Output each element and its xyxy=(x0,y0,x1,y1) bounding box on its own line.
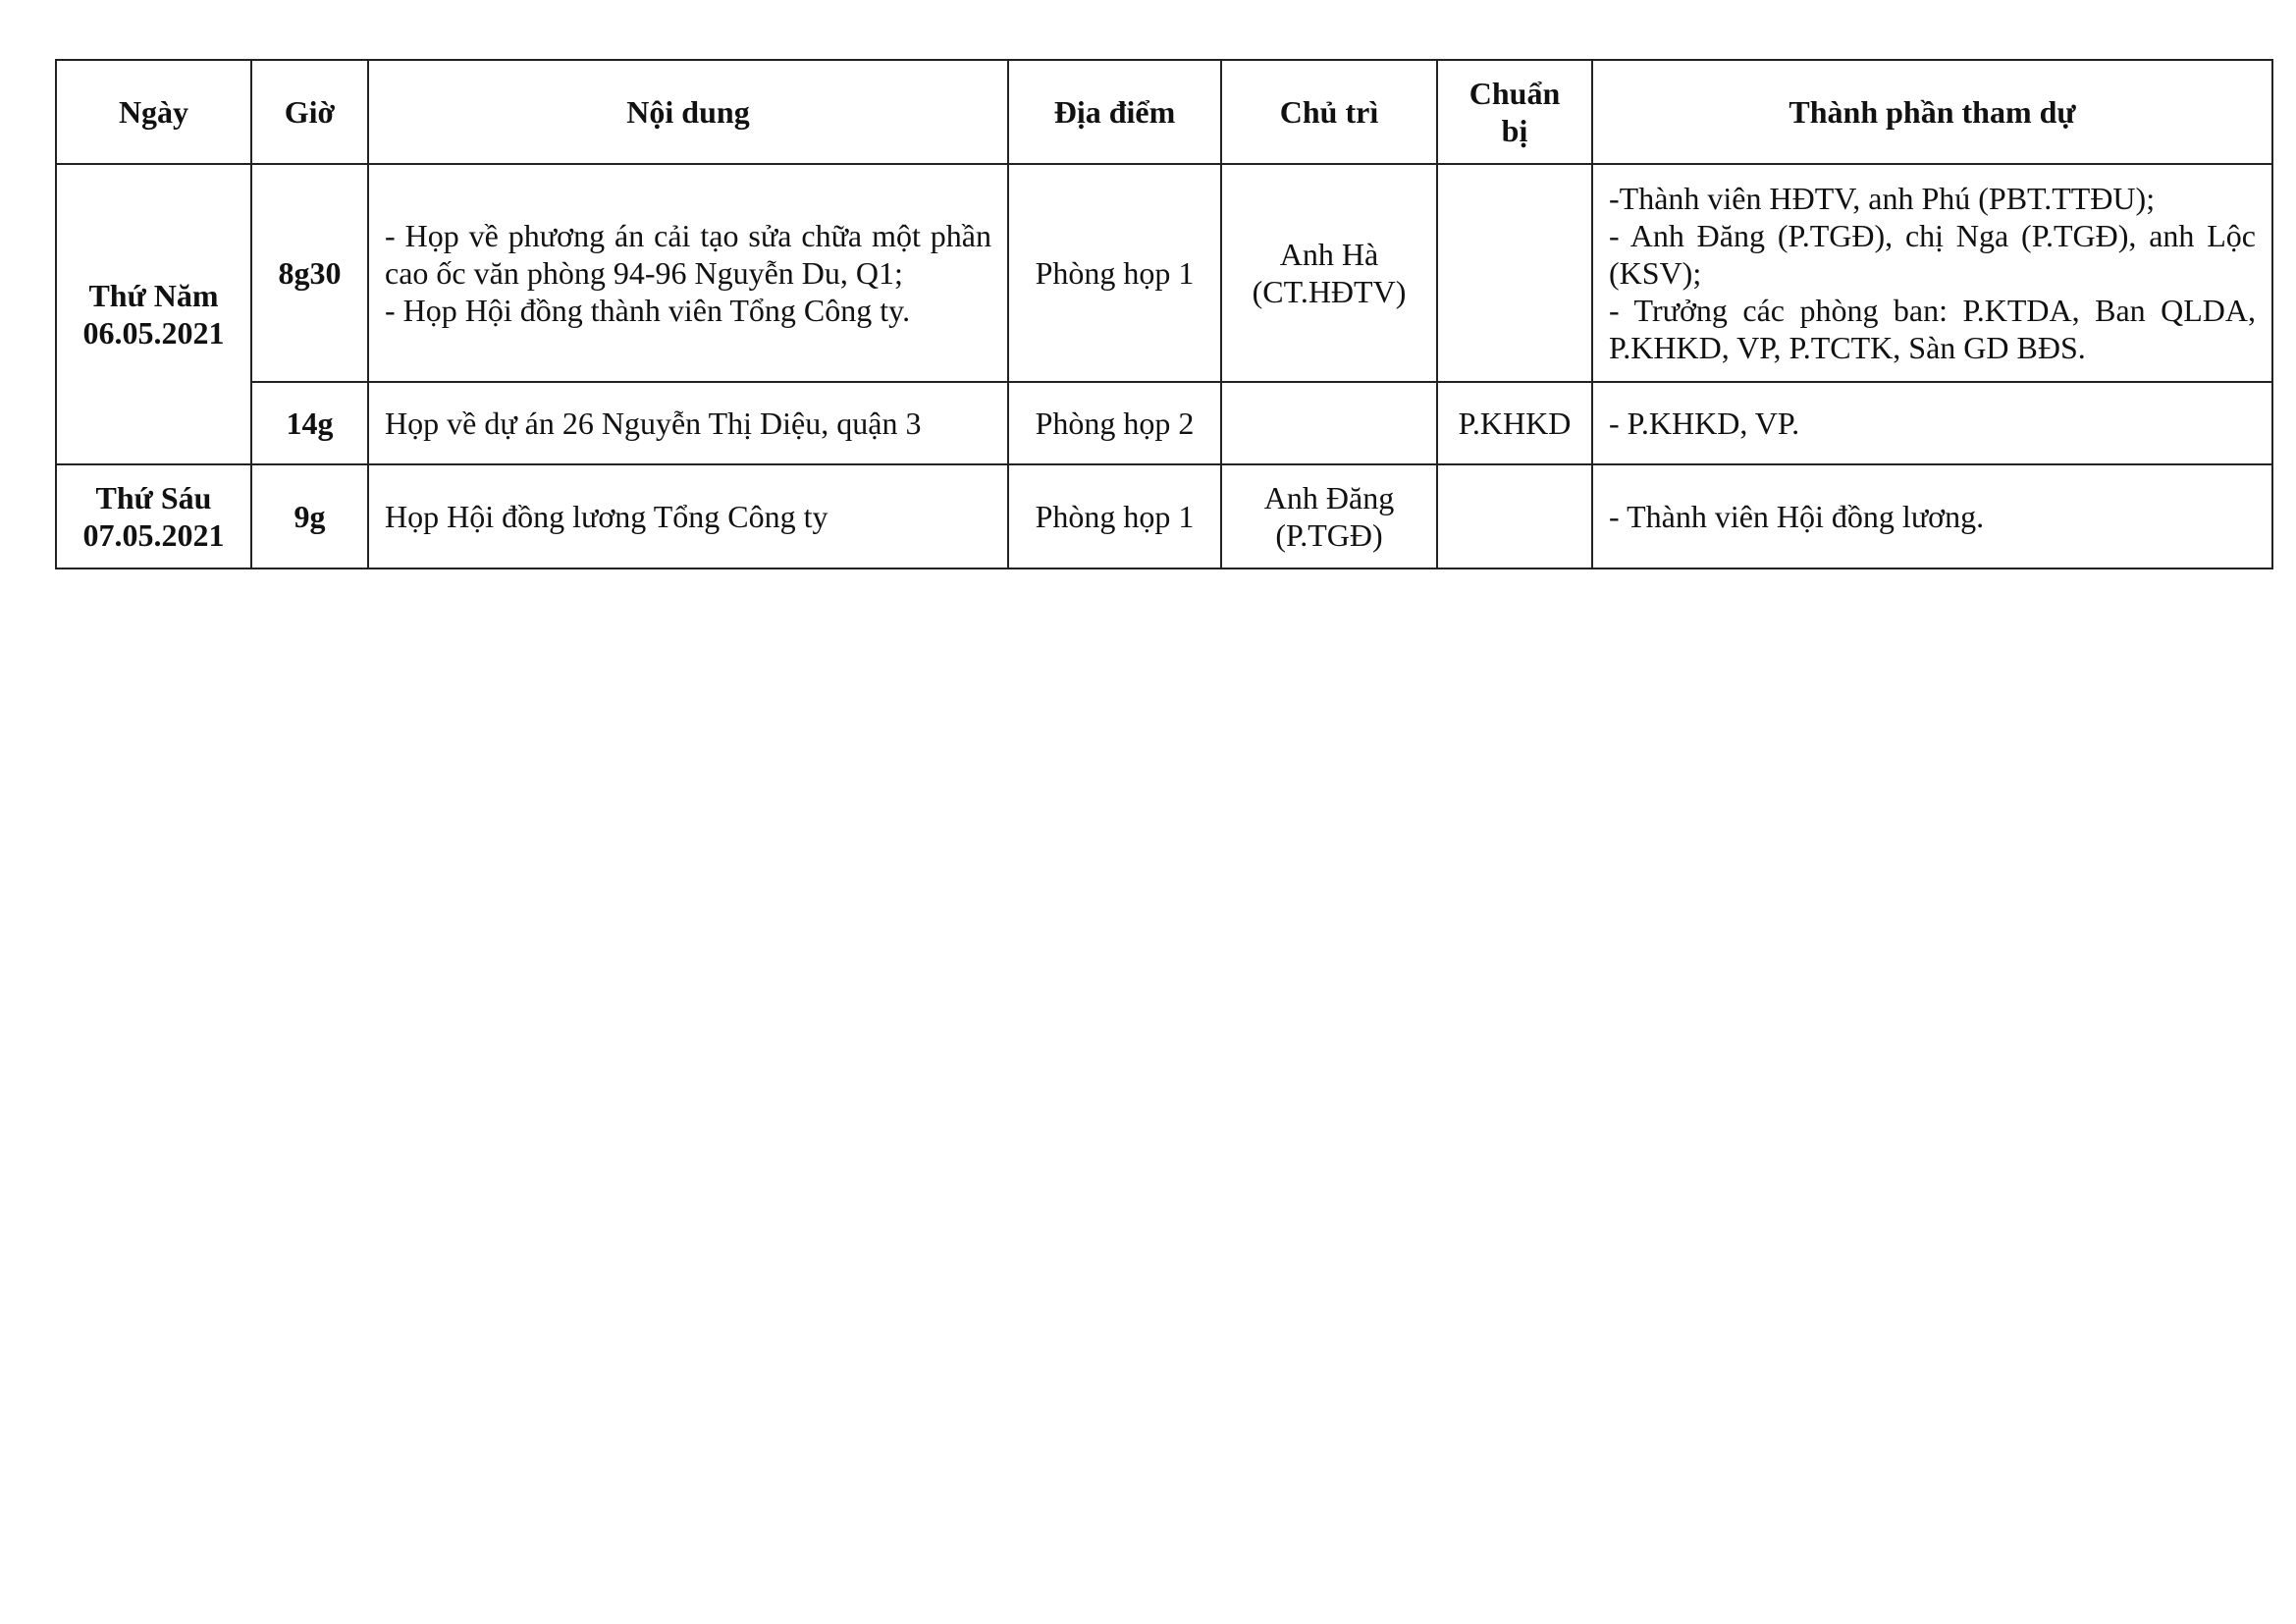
header-ngay: Ngày xyxy=(56,60,251,164)
content-line: Họp về dự án 26 Nguyễn Thị Diệu, quận 3 xyxy=(385,406,922,441)
header-chuan-bi-line1: Chuẩn xyxy=(1468,76,1561,111)
table-row xyxy=(56,464,2272,568)
location-cell: Phòng họp 1 xyxy=(1008,164,1221,382)
content-line: - Họp về phương án cải tạo sửa chữa một phần cao ốc văn phòng 94-96 Nguyễn Du, Q1; xyxy=(385,218,991,291)
content-cell xyxy=(368,464,1008,568)
day-weekday: Thứ Sáu xyxy=(95,480,212,515)
header-gio: Giờ xyxy=(251,60,368,164)
day-date: 07.05.2021 xyxy=(82,517,225,553)
location-cell: Phòng họp 2 xyxy=(1008,382,1221,464)
content-line: - Họp Hội đồng thành viên Tổng Công ty. xyxy=(385,293,911,328)
time-cell: 14g xyxy=(251,382,368,464)
attendee-line: - Thành viên Hội đồng lương. xyxy=(1609,499,1985,534)
time-cell: 9g xyxy=(251,464,368,568)
prepare-cell xyxy=(1437,464,1592,568)
day-cell xyxy=(56,464,251,568)
chair-name: Anh Hà xyxy=(1279,237,1379,272)
header-noi-dung: Nội dung xyxy=(368,60,1008,164)
table-row xyxy=(56,164,2272,382)
content-cell xyxy=(368,382,1008,464)
day-weekday: Thứ Năm xyxy=(88,278,219,313)
chair-cell xyxy=(1221,164,1437,382)
chair-cell xyxy=(1221,464,1437,568)
header-thanh-phan: Thành phần tham dự xyxy=(1592,60,2272,164)
chair-cell xyxy=(1221,382,1437,464)
chair-title: (CT.HĐTV) xyxy=(1252,274,1407,309)
prepare-cell: P.KHKD xyxy=(1437,382,1592,464)
header-chu-tri: Chủ trì xyxy=(1221,60,1437,164)
attendee-line: -Thành viên HĐTV, anh Phú (PBT.TTĐU); xyxy=(1609,181,2156,216)
content-cell xyxy=(368,164,1008,382)
attendees-cell xyxy=(1592,464,2272,568)
header-dia-diem: Địa điểm xyxy=(1008,60,1221,164)
attendees-cell xyxy=(1592,164,2272,382)
schedule-table xyxy=(55,59,2273,569)
chair-title: (P.TGĐ) xyxy=(1275,517,1383,553)
header-row xyxy=(56,60,2272,164)
day-date: 06.05.2021 xyxy=(82,315,225,351)
header-chuan-bi xyxy=(1437,60,1592,164)
time-cell: 8g30 xyxy=(251,164,368,382)
content-line: Họp Hội đồng lương Tổng Công ty xyxy=(385,499,828,534)
table-row xyxy=(56,382,2272,464)
prepare-cell xyxy=(1437,164,1592,382)
location-cell: Phòng họp 1 xyxy=(1008,464,1221,568)
attendee-line: - Anh Đăng (P.TGĐ), chị Nga (P.TGĐ), anh Lộc (KSV); xyxy=(1609,218,2256,291)
attendee-line: - P.KHKD, VP. xyxy=(1609,406,1800,441)
attendees-cell xyxy=(1592,382,2272,464)
header-chuan-bi-line2: bị xyxy=(1501,113,1528,148)
attendee-line: - Trưởng các phòng ban: P.KTDA, Ban QLDA, P.KHKD, VP, P.TCTK, Sàn GD BĐS. xyxy=(1609,293,2256,365)
day-cell xyxy=(56,164,251,464)
chair-name: Anh Đăng xyxy=(1263,480,1395,515)
